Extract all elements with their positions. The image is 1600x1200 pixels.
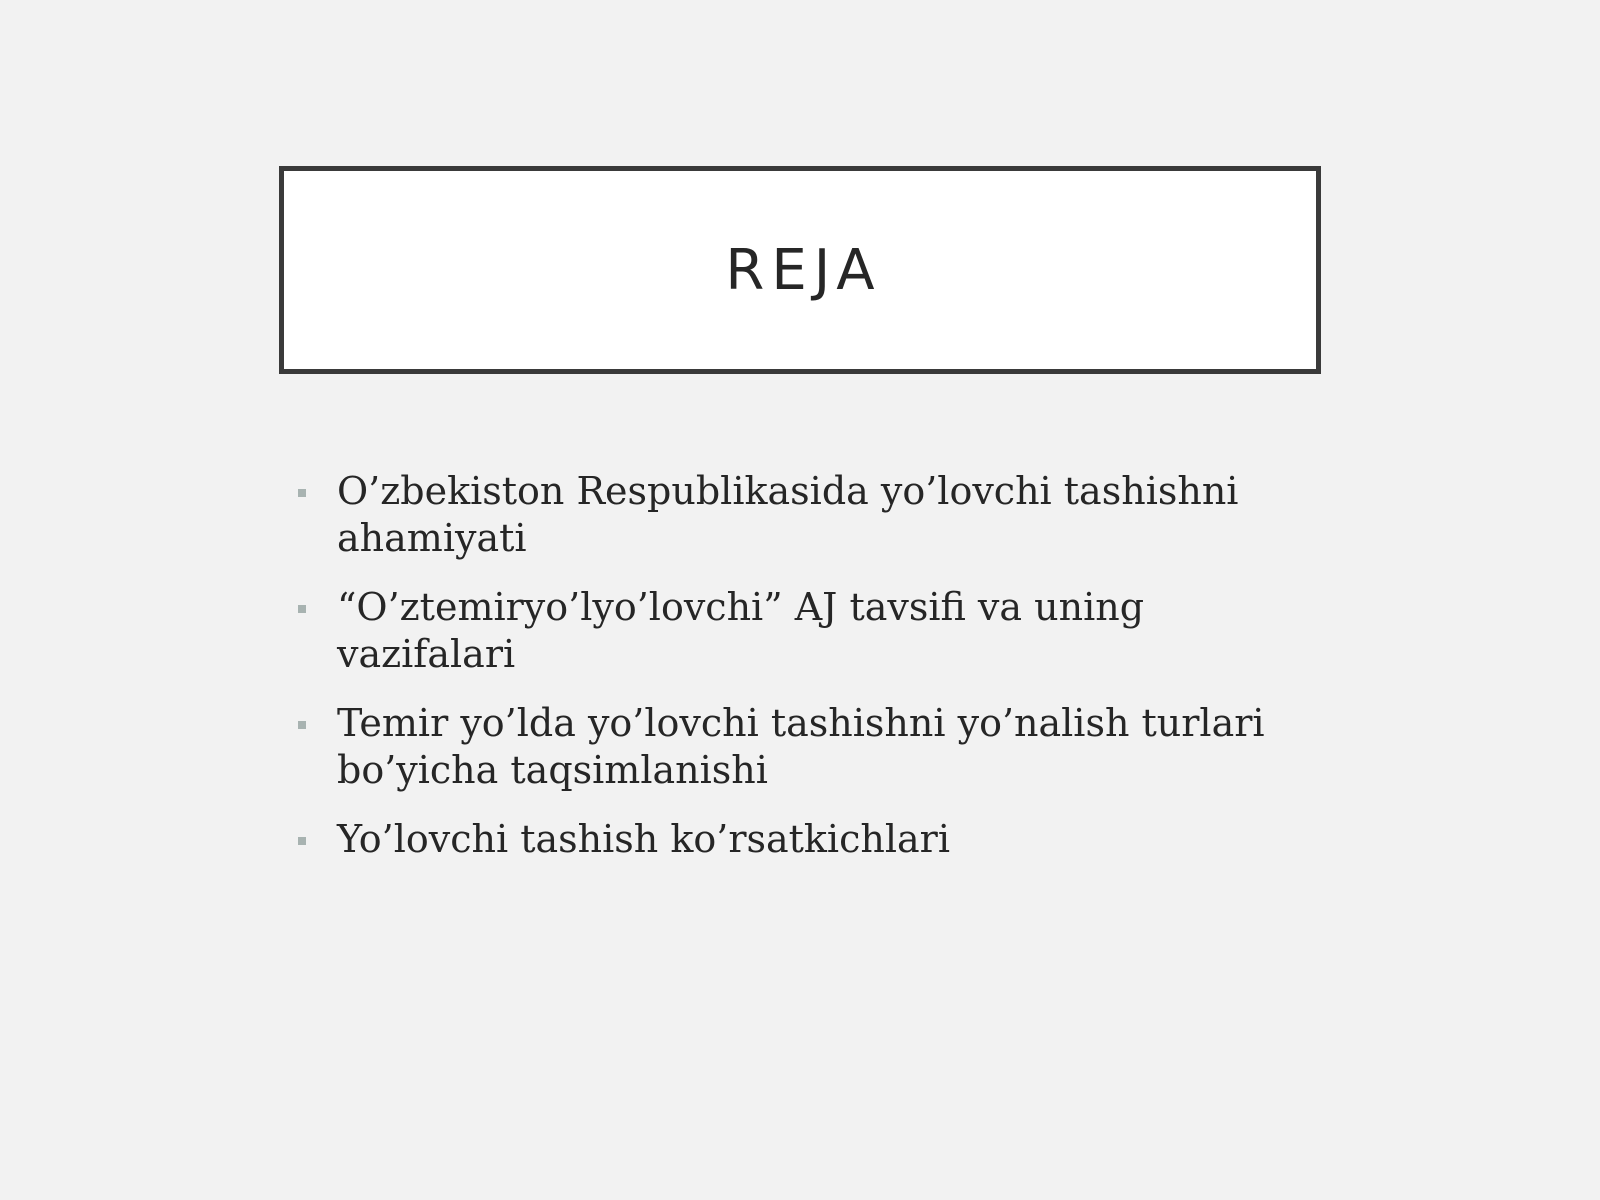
square-bullet-icon bbox=[298, 837, 306, 845]
title-box bbox=[279, 166, 1321, 374]
bullet-text: O’zbekiston Respublikasida yo’lovchi tashishni ahamiyati bbox=[337, 469, 1239, 560]
square-bullet-icon bbox=[298, 489, 306, 497]
list-item bbox=[296, 468, 1316, 562]
bullet-text: Temir yo’lda yo’lovchi tashishni yo’nalish turlari bo’yicha taqsimlanishi bbox=[337, 701, 1265, 792]
list-item bbox=[296, 584, 1316, 678]
slide-title: REJA bbox=[725, 237, 882, 303]
list-item bbox=[296, 816, 1316, 863]
bullet-text: “O’ztemiryo’lyo’lovchi” AJ tavsifi va uning vazifalari bbox=[337, 585, 1145, 676]
bullet-list bbox=[296, 468, 1316, 885]
list-item bbox=[296, 700, 1316, 794]
bullet-text: Yo’lovchi tashish ko’rsatkichlari bbox=[337, 817, 950, 861]
square-bullet-icon bbox=[298, 605, 306, 613]
square-bullet-icon bbox=[298, 721, 306, 729]
